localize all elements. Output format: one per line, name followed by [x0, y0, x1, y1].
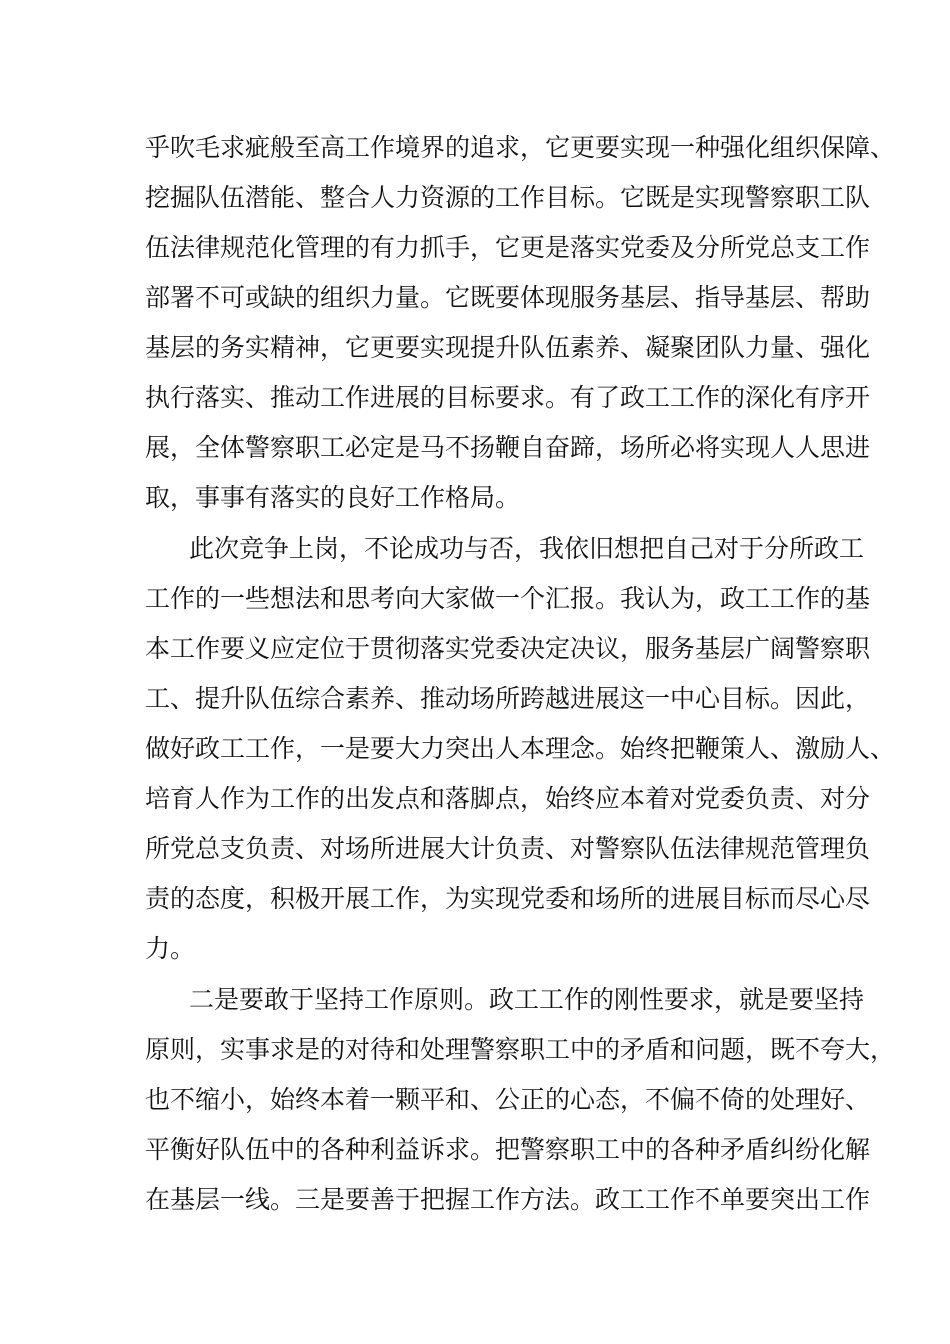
paragraph-line: 工、提升队伍综合素养、推动场所跨越进展这一中心目标。因此，	[145, 684, 871, 713]
paragraph-line: 乎吹毛求疵般至高工作境界的追求，它更要实现一种强化组织保障、	[145, 133, 896, 162]
paragraph-line: 取，事事有落实的良好工作格局。	[145, 483, 521, 512]
paragraph-line: 培育人作为工作的出发点和落脚点，始终应本着对党委负责、对分	[145, 784, 871, 813]
paragraph-2	[145, 524, 896, 974]
paragraph-line: 责的态度，积极开展工作，为实现党委和场所的进展目标而尽心尽	[145, 884, 871, 913]
paragraph-line: 本工作要义应定位于贯彻落实党委决定决议，服务基层广阔警察职	[145, 634, 871, 663]
paragraph-line: 基层的务实精神，它更要实现提升队伍素养、凝聚团队力量、强化	[145, 333, 871, 362]
paragraph-line: 挖掘队伍潜能、整合人力资源的工作目标。它既是实现警察职工队	[145, 183, 871, 212]
paragraph-line: 二是要敢于坚持工作原则。政工工作的刚性要求，就是要坚持	[189, 985, 865, 1014]
paragraph-line: 伍法律规范化管理的有力抓手，它更是落实党委及分所党总支工作	[145, 233, 871, 262]
paragraph-line: 展，全体警察职工必定是马不扬鞭自奋蹄，场所必将实现人人思进	[145, 433, 871, 462]
paragraph-line: 执行落实、推动工作进展的目标要求。有了政工工作的深化有序开	[145, 383, 871, 412]
paragraph-line: 部署不可或缺的组织力量。它既要体现服务基层、指导基层、帮助	[145, 283, 871, 312]
paragraph-line: 原则，实事求是的对待和处理警察职工中的矛盾和问题，既不夸大，	[145, 1035, 896, 1064]
paragraph-line: 此次竞争上岗，不论成功与否，我依旧想把自己对于分所政工	[189, 534, 865, 563]
paragraph-line: 平衡好队伍中的各种利益诉求。把警察职工中的各种矛盾纠纷化解	[145, 1135, 871, 1164]
paragraph-line: 工作的一些想法和思考向大家做一个汇报。我认为，政工工作的基	[145, 584, 871, 613]
paragraph-1	[145, 123, 896, 523]
paragraph-line: 在基层一线。三是要善于把握工作方法。政工工作不单要突出工作	[145, 1185, 871, 1214]
paragraph-line: 也不缩小，始终本着一颗平和、公正的心态，不偏不倚的处理好、	[145, 1085, 871, 1114]
paragraph-line: 力。	[145, 934, 196, 963]
paragraph-3	[145, 975, 896, 1225]
paragraph-line: 所党总支负责、对场所进展大计负责、对警察队伍法律规范管理负	[145, 834, 871, 863]
paragraph-line: 做好政工工作，一是要大力突出人本理念。始终把鞭策人、激励人、	[145, 734, 896, 763]
